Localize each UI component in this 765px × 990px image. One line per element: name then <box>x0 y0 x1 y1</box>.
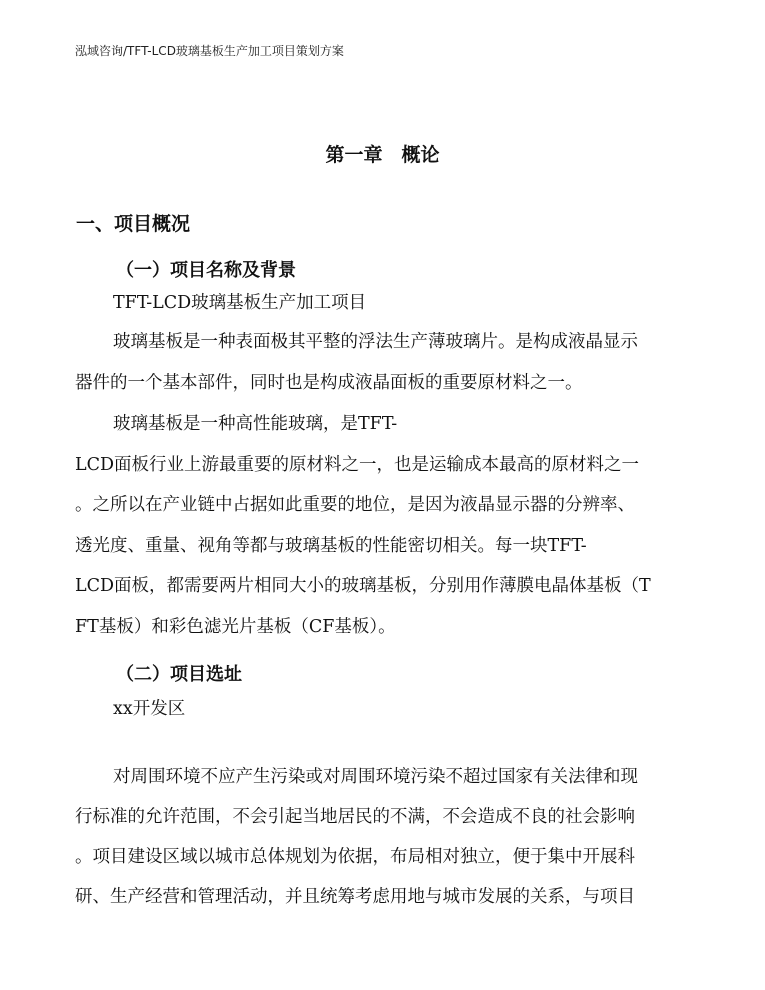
paragraph-line: 玻璃基板是一种高性能玻璃，是TFT- <box>113 414 398 434</box>
paragraph-line: LCD面板行业上游最重要的原材料之一，也是运输成本最高的原材料之一 <box>75 455 640 475</box>
site-location-line: xx开发区 <box>113 699 186 719</box>
paragraph-line: 。项目建设区域以城市总体规划为依据，布局相对独立，便于集中开展科 <box>75 847 635 867</box>
project-name-line: TFT-LCD玻璃基板生产加工项目 <box>113 293 367 313</box>
paragraph-line: LCD面板，都需要两片相同大小的玻璃基板，分别用作薄膜电晶体基板（T <box>75 576 651 596</box>
paragraph-line: 透光度、重量、视角等都与玻璃基板的性能密切相关。每一块TFT- <box>75 536 587 556</box>
paragraph-line: 玻璃基板是一种表面极其平整的浮法生产薄玻璃片。是构成液晶显示 <box>113 332 638 352</box>
paragraph-line: 。之所以在产业链中占据如此重要的地位，是因为液晶显示器的分辨率、 <box>75 495 635 515</box>
paragraph-line: 器件的一个基本部件，同时也是构成液晶面板的重要原材料之一。 <box>75 373 583 393</box>
paragraph-line: 对周围环境不应产生污染或对周围环境污染不超过国家有关法律和现 <box>113 767 638 787</box>
subsection-heading-site-selection: （二）项目选址 <box>116 664 242 685</box>
subsection-heading-name-background: （一）项目名称及背景 <box>116 260 296 281</box>
paragraph-line: 行标准的允许范围，不会引起当地居民的不满，不会造成不良的社会影响 <box>75 807 635 827</box>
section-heading-project-overview: 一、项目概况 <box>76 213 191 235</box>
chapter-title: 第一章 概论 <box>325 144 440 166</box>
paragraph-line: 研、生产经营和管理活动，并且统筹考虑用地与城市发展的关系，与项目 <box>75 887 635 907</box>
paragraph-line: FT基板）和彩色滤光片基板（CF基板）。 <box>75 617 396 637</box>
page-header: 泓域咨询/TFT-LCD玻璃基板生产加工项目策划方案 <box>75 44 344 58</box>
